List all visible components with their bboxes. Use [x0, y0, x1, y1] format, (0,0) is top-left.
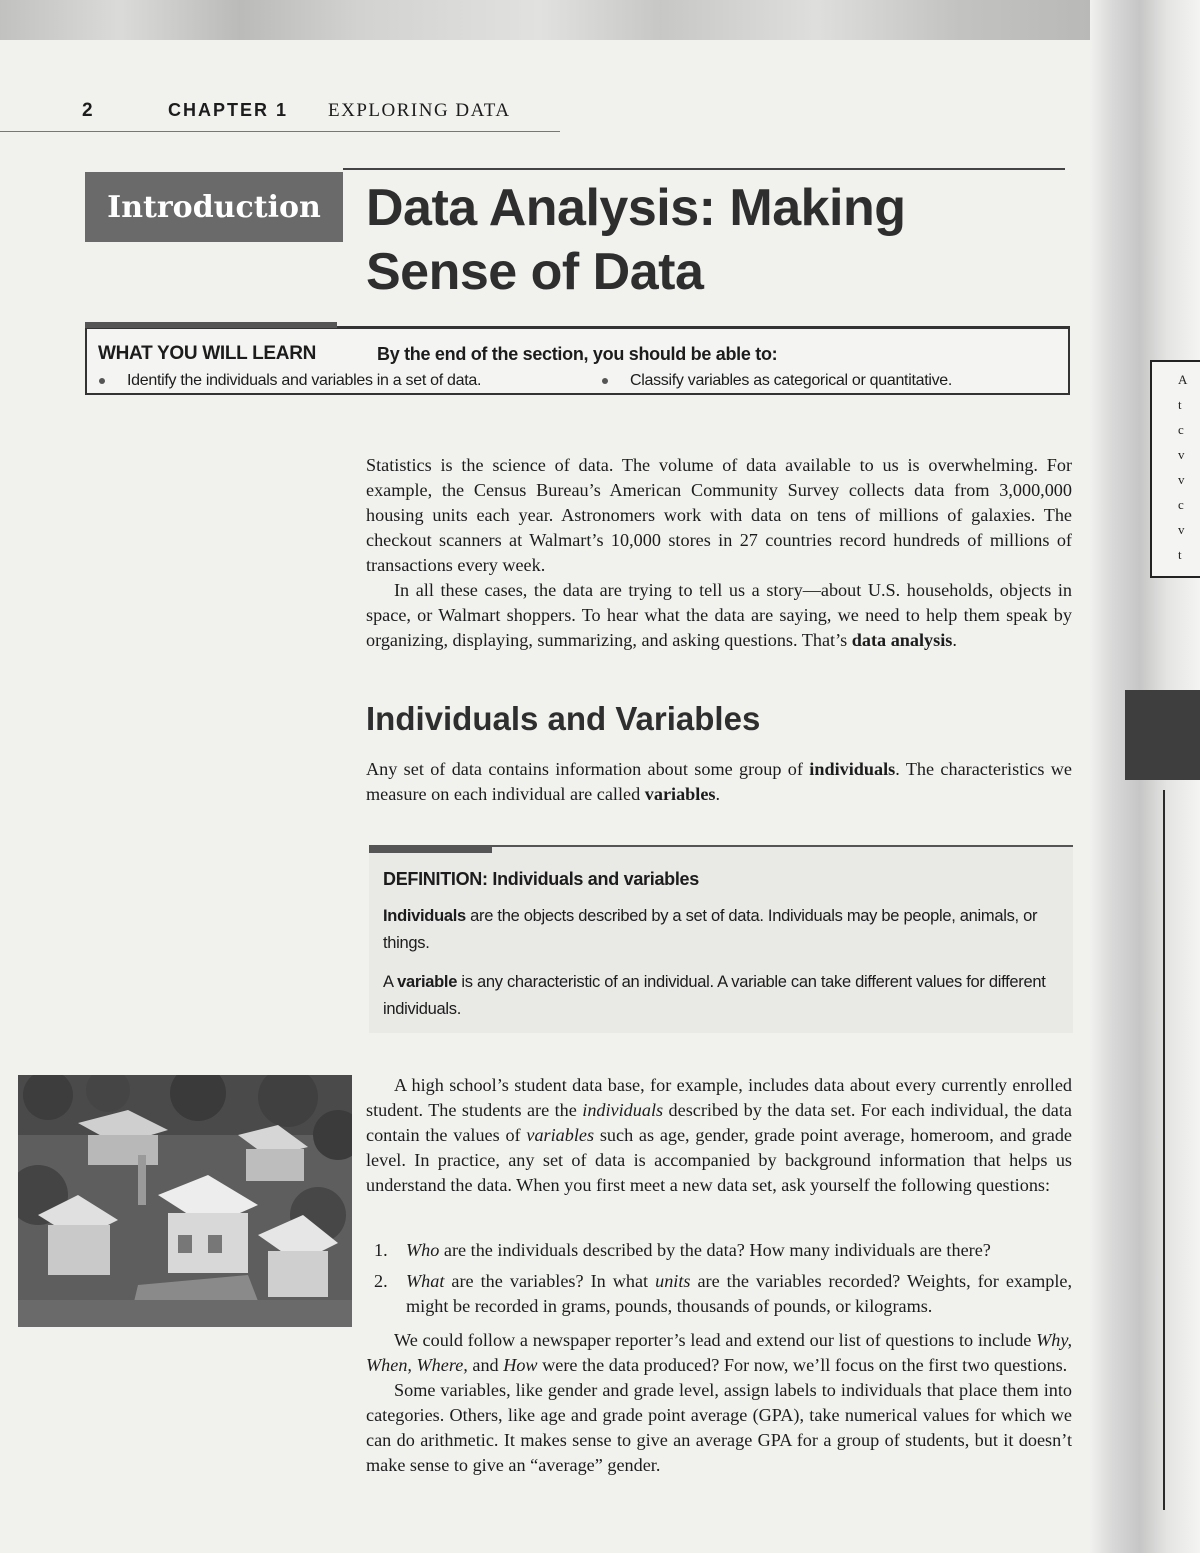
- box-tab: [369, 845, 492, 853]
- key-term: Individuals: [383, 907, 466, 925]
- paragraph: [366, 1328, 1072, 1378]
- item-number: 2.: [374, 1271, 388, 1291]
- learning-objective: [99, 372, 481, 390]
- definition-title: DEFINITION: Individuals and variables: [383, 869, 699, 889]
- period: .: [952, 630, 957, 650]
- intro-paragraph: [366, 578, 1072, 653]
- emphasis: variables: [526, 1125, 595, 1145]
- learn-heading: WHAT YOU WILL LEARN: [98, 343, 317, 364]
- scan-shadow-top: [0, 0, 1200, 40]
- paragraph: [366, 757, 1072, 807]
- adjacent-page-letter: A: [1178, 372, 1188, 387]
- adjacent-page-letter: t: [1178, 397, 1182, 412]
- section-badge: Introduction: [85, 172, 343, 242]
- key-term: individuals: [809, 759, 896, 779]
- text: were the data produced? For now, we’ll focus on the first two questions.: [537, 1355, 1068, 1375]
- paragraph: Some variables, like gender and grade level, assign labels to individuals that place them into categories. Others, like age and grade point average (GPA), take numerical values for which we can do arithmetic. It makes sense to give an average GPA for a group of students, but it doesn’t make sense to give an “average” gender.: [366, 1380, 1072, 1475]
- text: are the variables recorded? Weights, for example, might be recorded in grams, pounds, thousands of pounds, or kilograms.: [406, 1271, 1072, 1316]
- text: A high school’s student data base, for example, includes data about every currently enrolled student. The students are the: [366, 1075, 1072, 1120]
- text: Any set of data contains information about some group of: [366, 759, 810, 779]
- text: are the objects described by a set of data. Individuals may be people, animals, or things.: [383, 907, 1038, 952]
- emphasis: individuals: [582, 1100, 664, 1120]
- adjacent-page-letter: v: [1178, 447, 1185, 462]
- key-term: variable: [397, 973, 458, 991]
- definition-individuals: [383, 903, 1053, 957]
- what-you-will-learn-box: [85, 326, 1070, 395]
- text: such as age, gender, grade point average, homeroom, and grade level. In practice, any set of data is accompanied by background information that helps us understand the data. When you first meet a new data set, ask yourself the following questions:: [366, 1125, 1072, 1195]
- closing-text: [366, 1328, 1072, 1478]
- aerial-neighborhood-photo: [18, 1075, 352, 1327]
- adjacent-page-letter: v: [1178, 472, 1185, 487]
- box-tab: [85, 322, 337, 328]
- learn-intro: By the end of the section, you should be able to:: [377, 344, 778, 364]
- adjacent-page-rule: [1163, 790, 1165, 1510]
- text: . The characteristics we measure on each individual are called: [366, 759, 1072, 804]
- individuals-paragraph: [366, 757, 1072, 807]
- intro-paragraph: Statistics is the science of data. The volume of data available to us is overwhelming. For example, the Census Bureau’s American Community Survey collects data from 3,000,000 housing units each year. Astronomers work with data on tens of millions of galaxies. The checkout scanners at Walmart’s 10,000 stores in 27 countries record hundreds of millions of transactions every week.: [366, 455, 1072, 575]
- key-term: data analysis: [851, 630, 953, 650]
- text: A: [383, 973, 398, 991]
- running-head-rule: [0, 131, 560, 132]
- chapter-label: CHAPTER 1: [168, 100, 289, 120]
- key-term: variables: [644, 784, 716, 804]
- objective-text: Classify variables as categorical or quantitative.: [630, 372, 953, 389]
- subsection-heading: Individuals and Variables: [366, 700, 761, 737]
- adjacent-page-letter: t: [1178, 547, 1182, 562]
- text: and: [467, 1355, 504, 1375]
- definition-box: [369, 845, 1073, 1033]
- title-rule: [343, 168, 1065, 170]
- intro-text: [366, 453, 1072, 653]
- section-title: Data Analysis: Making Sense of Data: [366, 179, 906, 301]
- list-item: [366, 1238, 1072, 1263]
- adjacent-page-letter: v: [1178, 522, 1185, 537]
- text: are the variables? In what: [444, 1271, 656, 1291]
- emphasis: What: [406, 1271, 445, 1291]
- adjacent-page-letter: c: [1178, 497, 1184, 512]
- adjacent-page-letter: c: [1178, 422, 1184, 437]
- learning-objective: [602, 372, 952, 390]
- list-item: [366, 1269, 1072, 1319]
- emphasis: Why, When, Where,: [366, 1330, 1072, 1375]
- text: .: [715, 784, 721, 804]
- item-number: 1.: [374, 1240, 388, 1260]
- emphasis: How: [503, 1355, 538, 1375]
- bullet-icon: [602, 378, 608, 384]
- photo-graphic: [18, 1075, 352, 1327]
- adjacent-page-tab: [1125, 690, 1200, 780]
- text: is any characteristic of an individual. A variable can take different values for different individuals.: [383, 973, 1046, 1018]
- bullet-icon: [99, 378, 105, 384]
- page-number: 2: [82, 100, 93, 121]
- emphasis: units: [655, 1271, 691, 1291]
- question-list: [366, 1238, 1072, 1325]
- running-head: [82, 100, 511, 126]
- adjacent-page-box: [1150, 360, 1200, 578]
- intro-paragraph-text: In all these cases, the data are trying to tell us a story—about U.S. households, objects in space, or Walmart shoppers. To hear what the data are saying, we need to help them speak by organizing, displaying, summarizing, and asking questions. That’s: [366, 580, 1072, 650]
- emphasis: Who: [406, 1240, 440, 1260]
- text: are the individuals described by the data? How many individuals are there?: [439, 1240, 991, 1260]
- text: described by the data set. For each individual, the data contain the values of: [366, 1100, 1072, 1145]
- paragraph: [366, 1073, 1072, 1198]
- chapter-title: EXPLORING DATA: [328, 100, 511, 121]
- text: We could follow a newspaper reporter’s lead and extend our list of questions to include: [394, 1330, 1037, 1350]
- definition-variable: [383, 969, 1053, 1023]
- example-paragraph: [366, 1073, 1072, 1198]
- objective-text: Identify the individuals and variables in a set of data.: [127, 372, 482, 389]
